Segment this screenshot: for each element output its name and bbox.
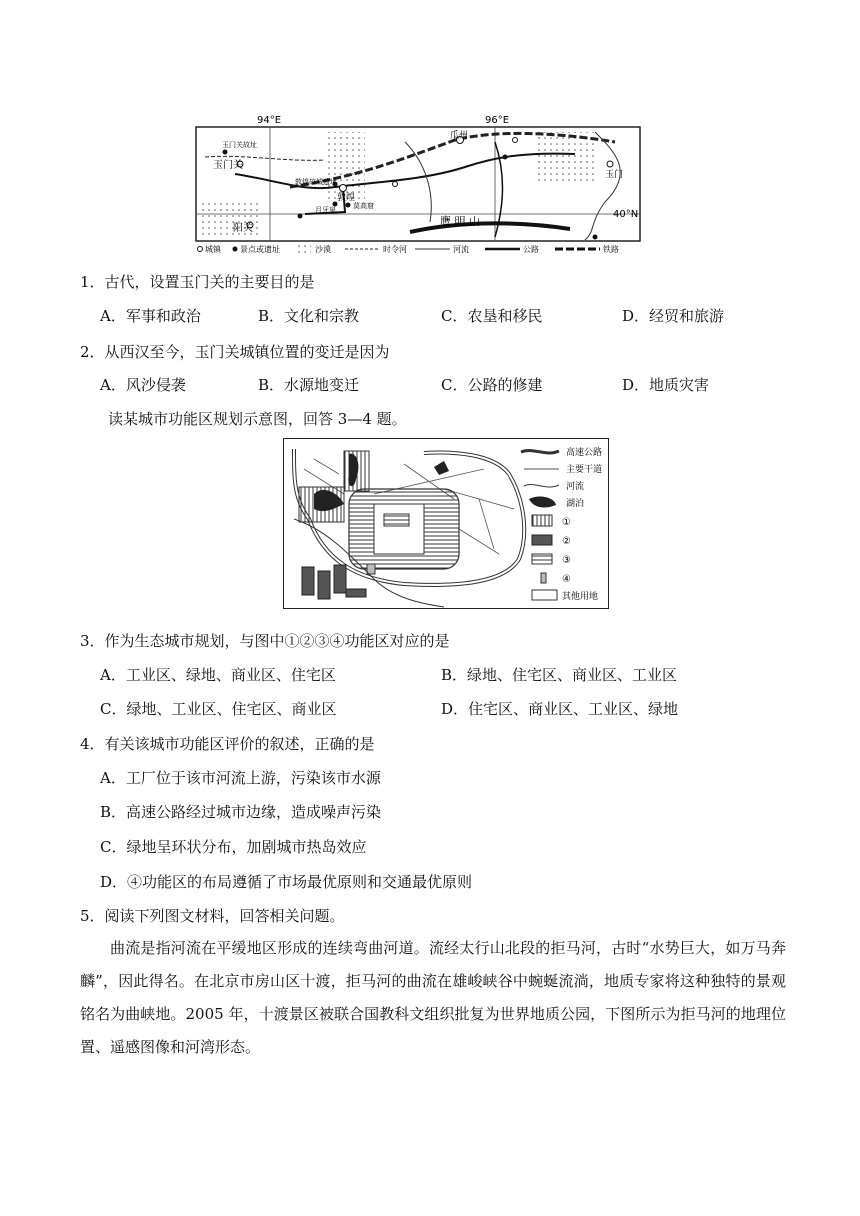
svg-text:湖泊: 湖泊 [566,499,585,509]
svg-text:时令河: 时令河 [383,245,407,254]
svg-text:铁路: 铁路 [603,245,619,254]
q4-option-d: D．④功能区的布局遵循了市场最优原则和交通最优原则 [100,873,473,891]
q3-option-a: A．工业区、绿地、商业区、住宅区 [100,666,336,684]
site-marker [298,214,303,219]
intro-q3-q4: 读某城市功能区规划示意图，回答 3—4 题。 [108,410,407,428]
desert-area [535,132,595,182]
site-marker [223,150,228,155]
lake [434,461,449,475]
q3-stem: 3．作为生态城市规划，与图中①②③④功能区对应的是 [80,632,450,650]
place-label: 莫高窟 [353,202,374,210]
q5-stem: 5．阅读下列图文材料，回答相关问题。 [80,907,345,925]
place-label: 瓜州 [450,131,469,141]
place-label: 玉门 [605,170,624,180]
q1-option-c: C．农垦和移民 [441,307,543,325]
site-marker [346,203,351,208]
q3-option-d: D．住宅区、商业区、工业区、绿地 [441,700,679,718]
desert-area [325,132,365,202]
map2-legend [521,446,602,602]
zone-3-block [384,514,409,526]
q4-stem: 4．有关该城市功能区评价的叙述，正确的是 [80,735,375,753]
zone-2-industrial [302,567,314,595]
mountain-label: 鹰 明 山 [440,215,480,228]
svg-text:沙漠: 沙漠 [315,245,331,254]
svg-text:其他用地: 其他用地 [562,592,599,602]
svg-text:主要干道: 主要干道 [566,465,603,475]
zone-2-industrial [346,589,366,597]
q1-option-d: D．经贸和旅游 [622,307,725,325]
town-marker [340,185,347,192]
svg-text:城镇: 城镇 [205,245,221,254]
town-marker [393,182,398,187]
svg-text:④: ④ [562,574,571,585]
zone-2-industrial [318,571,330,599]
q4-option-a: A．工厂位于该市河流上游，污染该市水源 [100,769,381,787]
q3-option-b: B．绿地、住宅区、商业区、工业区 [441,666,678,684]
map1-legend [198,244,620,254]
q1-option-a: A．军事和政治 [100,307,201,325]
zone-2-industrial [334,565,346,593]
svg-text:景点或遗址: 景点或遗址 [240,245,280,254]
q2-option-d: D．地质灾害 [622,376,710,394]
place-label: 敦煌 [337,193,356,203]
place-label: 玉门关 [213,160,243,171]
site-marker [503,155,508,160]
q2-option-a: A．风沙侵袭 [100,376,186,394]
place-label: 阳关 [233,223,253,234]
q1-stem: 1．古代，设置玉门关的主要目的是 [80,273,315,291]
place-label: 玉门关故址 [222,141,257,149]
svg-text:①: ① [562,517,571,528]
zone-4-commercial [367,564,375,574]
town-marker [607,161,613,167]
q4-option-b: B．高速公路经过城市边缘，造成噪声污染 [100,803,382,821]
q2-stem: 2．从西汉至今，玉门关城镇位置的变迁是因为 [80,343,390,361]
q3-option-c: C．绿地、工业区、住宅区、商业区 [100,700,337,718]
q5-paragraph: 曲流是指河流在平缓地区形成的连续弯曲河道。流经太行山北段的拒马河，古时“水势巨大，如万马奔麟”，因此得名。在北京市房山区十渡，拒马河的曲流在雄峻峡谷中蜿蜒流淌，地质专家将这种独特的景观铭名为曲峡地。2005 年，十渡景区被联合国教科文组织批复为世界地质公园，下图所示为拒马河的地理位置、遥感图像和河湾形态。 [80,939,786,1056]
svg-text:公路: 公路 [523,245,539,254]
lat-label-40: 40°N [613,209,639,220]
svg-text:河流: 河流 [566,482,585,492]
q4-option-c: C．绿地呈环状分布，加剧城市热岛效应 [100,838,367,856]
zone-other [374,504,424,554]
town-marker [513,138,518,143]
map-city-zones-svg [284,439,608,608]
q1-option-b: B．文化和宗教 [258,307,360,325]
place-label: 月牙泉 [315,206,336,214]
map-yumenguan [195,112,641,258]
map-city-zones [283,438,609,609]
lon-label-94: 94°E [257,115,282,126]
q2-option-b: B．水源地变迁 [258,376,360,394]
svg-text:河流: 河流 [453,245,469,254]
place-label: 敦煌故城遗址 [295,178,337,186]
q2-option-c: C．公路的修建 [441,376,543,394]
svg-text:③: ③ [562,555,571,566]
lon-label-96: 96°E [485,115,510,126]
map-yumenguan-svg [195,112,641,258]
site-marker [593,235,598,240]
svg-text:高速公路: 高速公路 [566,448,603,458]
svg-text:②: ② [562,536,571,547]
